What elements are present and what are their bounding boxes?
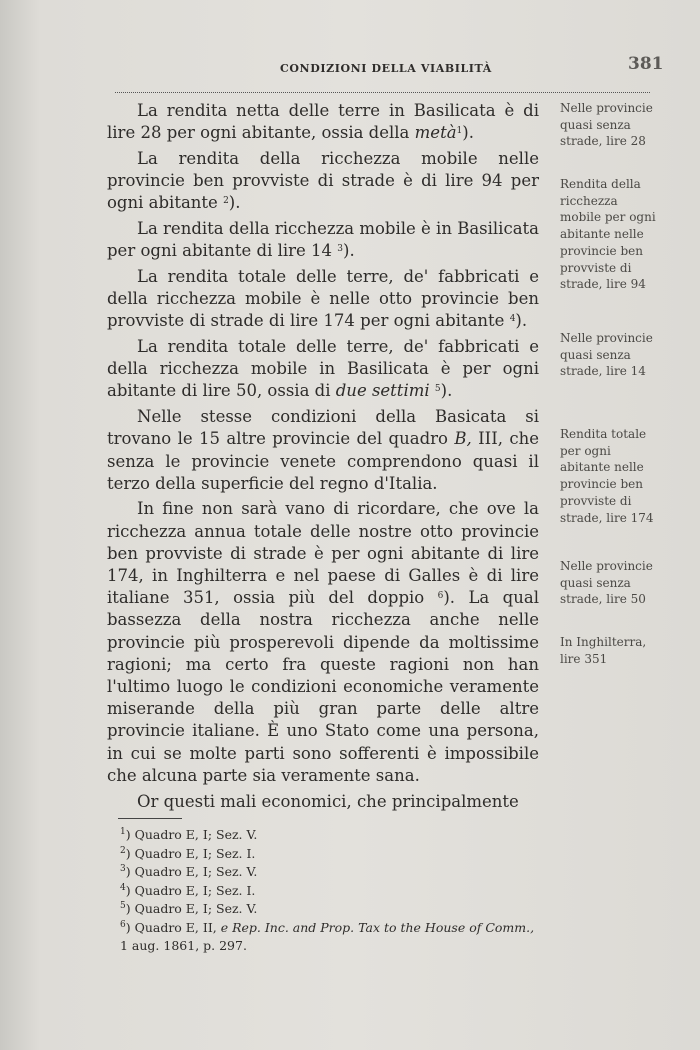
paragraph: La rendita della ricchezza mobile è in Basilicata per ogni abitante di lire 14 $^3$). [107,219,540,261]
paragraph: La rendita totale delle terre, de' fabbricati e della ricchezza mobile in Basilicata è per ogni abitante di lire 50, ossia di due settimi $^5$). [107,337,539,401]
page-number: 381 [628,54,664,74]
margin-note: Rendita totale per ogni abitante nelle provincie ben provviste di strade, lire 174 [560,427,654,525]
footnote: $^6$) Quadro E, II, e Rep. Inc. and Prop. Tax to the House of Comm., 1 aug. 1861, p. 297. [120,919,535,953]
paragraph: La rendita della ricchezza mobile nelle provincie ben provviste di strade è di lire 94 per ogni abitante $^2$). [107,148,539,213]
footnote: $^4$) Quadro E, I; Sez. I. [120,882,256,898]
footnotes [108,826,538,956]
margin-note: Nelle provincie quasi senza strade, lire 14 [560,331,653,379]
body-text [107,100,539,813]
margin-note: Nelle provincie quasi senza strade, lire 50 [560,559,653,607]
footnote: $^1$) Quadro E, I; Sez. V. [120,827,258,842]
footnote: $^3$) Quadro E, I; Sez. V. [120,864,258,879]
paragraph: La rendita netta delle terre in Basilicata è di lire 28 per ogni abitante, ossia della metà$^1$). [107,101,539,143]
margin-note: Rendita della ricchezza mobile per ogni abitante nelle provincie ben provviste di strade, lire 94 [560,177,656,292]
running-head: CONDIZIONI DELLA VIABILITÀ [280,62,492,75]
footnote: $^2$) Quadro E, I; Sez. I. [120,845,256,861]
paragraph: Nelle stesse condizioni della Basicata si trovano le 15 altre provincie del quadro B, III, che senza le provincie venete comprendono quasi il terzo della superficie del regno d'Italia. [107,407,539,493]
paragraph: La rendita totale delle terre, de' fabbricati e della ricchezza mobile è nelle otto provincie ben provviste di strade di lire 174 per ogni abitante $^4$). [107,266,539,331]
footnote: $^5$) Quadro E, I; Sez. V. [120,901,258,916]
paragraph: In fine non sarà vano di ricordare, che ove la ricchezza annua totale delle nostre otto provincie ben provviste di strade è per ogni abitante di lire 174, in Inghilterra e nel paese di Galles è di lire italiane 351, ossia più del doppio $^6$). La qual bassezza della nostra ricchezza anche nelle provincie più prosperevoli dipende da moltissime ragioni; ma certo fra queste ragioni non han l'ultimo luogo le condizioni economiche veramente miserande della più gran parte delle altre provincie italiane. È uno Stato come una persona, in cui se molte parti sono sofferenti è impossibile che alcuna parte sia veramente sana. [107,499,539,785]
margin-note: In Inghilterra, lire 351 [560,635,647,666]
footnote-rule [118,818,182,819]
paragraph: Or questi mali economici, che principalmente [137,791,519,811]
header-rule [115,92,650,93]
margin-note: Nelle provincie quasi senza strade, lire 28 [560,101,653,149]
